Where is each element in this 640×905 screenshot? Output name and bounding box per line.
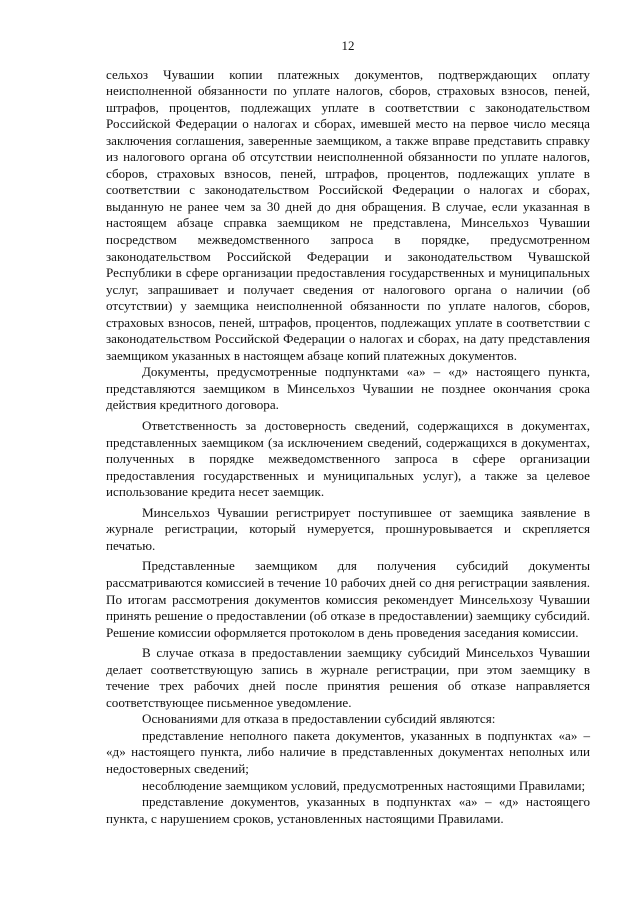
paragraph-2: Документы, предусмотренные подпунктами «а» – «д» настоящего пункта, представляются заемщиком в Минсельхоз Чувашии не позднее окончания срока действия кредитного договора. <box>106 364 590 413</box>
paragraph-10: представление документов, указанных в подпунктах «а» – «д» настоящего пункта, с нарушением сроков, установленных настоящими Правилами. <box>106 794 590 826</box>
paragraph-8: представление неполного пакета документов, указанных в подпунктах «а» – «д» настоящего пункта, либо наличие в представленных документах неполных или недостоверных сведений; <box>106 727 590 776</box>
paragraph-5: Представленные заемщиком для получения субсидий документы рассматриваются комиссией в течение 10 рабочих дней со дня регистрации заявления. По итогам рассмотрения документов комиссия рекомендует Минсельхозу Чувашии принять решение о предоставлении (об отказе в предоставлении) заемщику субсидий. Решение комиссии оформляется протоколом в день проведения заседания комиссии. <box>106 558 590 640</box>
paragraph-9: несоблюдение заемщиком условий, предусмотренных настоящими Правилами; <box>142 777 586 793</box>
page-number: 12 <box>341 38 355 53</box>
paragraph-6: В случае отказа в предоставлении заемщику субсидий Минсельхоз Чувашии делает соответствующую запись в журнале регистрации, при этом заемщику в течение трех рабочих дней после принятия решения об отказе направляется соответствующее письменное уведомление. <box>106 645 590 710</box>
paragraph-4: Минсельхоз Чувашии регистрирует поступившее от заемщика заявление в журнале регистрации, который нумеруется, прошнуровывается и скрепляется печатью. <box>106 504 590 553</box>
paragraph-3: Ответственность за достоверность сведений, содержащихся в документах, представленных заемщиком (за исключением сведений, содержащихся в документах, полученных в порядке межведомственного запроса в сфере организации предоставления государственных и муниципальных услуг), а также за целевое использование кредита несет заемщик. <box>106 418 590 500</box>
paragraph-7: Основаниями для отказа в предоставлении субсидий являются: <box>142 711 496 727</box>
paragraph-1: сельхоз Чувашии копии платежных документов, подтверждающих оплату неисполненной обязанности по уплате налогов, сборов, страховых взносов, пеней, штрафов, процентов, подлежащих уплате в соответствии с законодательством Российской Федерации о налогах и сборах, имевшей место на первое число месяца заключения соглашения, заверенные заемщиком, а также вправе представить справку из налогового органа об отсутствии неисполненной обязанности по уплате налогов, сборов, страховых взносов, пеней, штрафов, процентов, подлежащих уплате в соответствии с законодательством Российской Федерации о налогах и сборах, выданную не ранее чем за 30 дней до дня обращения. В случае, если указанная в настоящем абзаце справка заемщиком не представлена, Минсельхоз Чувашии посредством межведомственного запроса в порядке, предусмотренном законодательством Российской Федерации и законодательством Чувашской Республики в сфере организации предоставления государственных и муниципальных услуг, запрашивает и получает сведения от налогового органа о наличии (об отсутствии) у заемщика неисполненной обязанности по уплате налогов, сборов, страховых взносов, пеней, штрафов, процентов, подлежащих уплате в соответствии с законодательством Российской Федерации о налогах и сборах, на дату представления заемщиком указанных в настоящем абзаце копий платежных документов. <box>106 66 590 363</box>
